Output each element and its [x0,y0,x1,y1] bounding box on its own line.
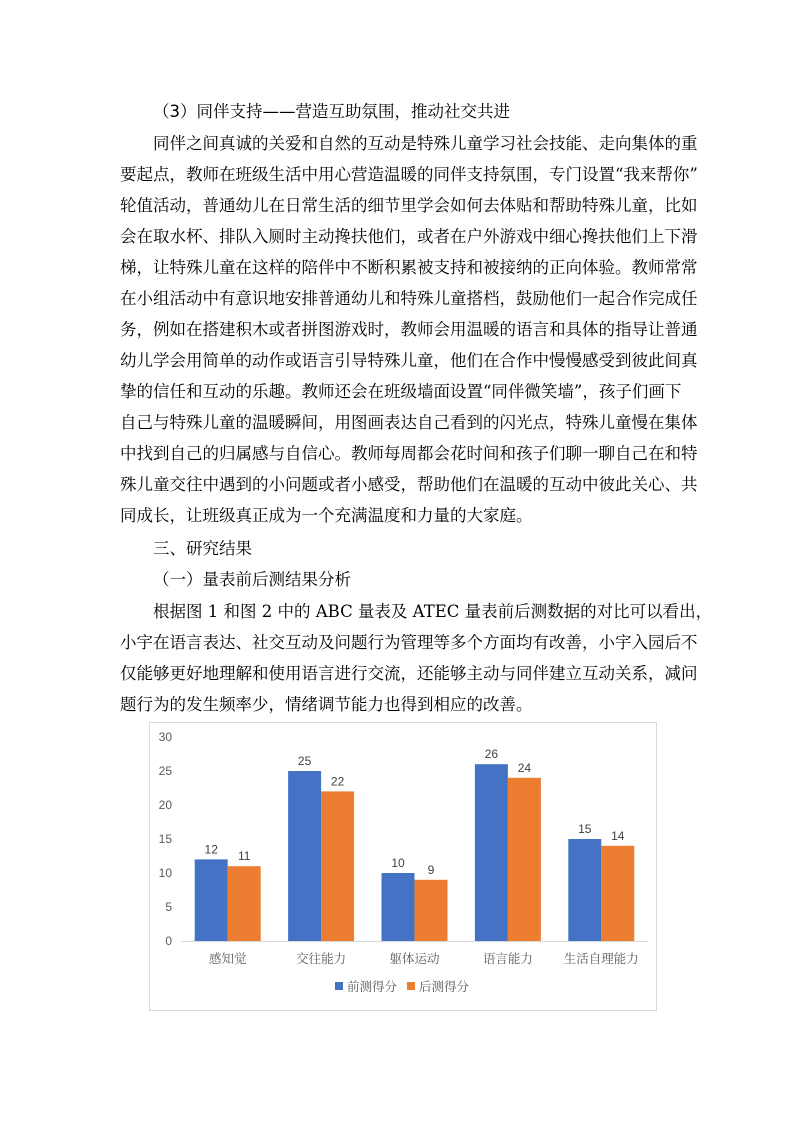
x-category-label: 感知觉 [208,952,247,966]
bar-post [601,846,634,941]
paragraph-line: 会在取水杯、排队入厕时主动搀扶他们，或者在户外游戏中细心搀扶他们上下滑 [120,227,698,246]
y-tick-label: 20 [158,798,172,812]
bar-post [508,778,541,941]
paragraph-line: 梯，让特殊儿童在这样的陪伴中不断积累被支持和被接纳的正向体验。教师常常 [120,258,698,277]
x-category-label: 躯体运动 [389,952,440,966]
bar-pre [382,873,415,941]
paragraph-line: 仅能够更好地理解和使用语言进行交流，还能够主动与同伴建立互动关系，减问 [120,664,698,683]
paragraph-line: 轮值活动，普通幼儿在日常生活的细节里学会如何去体贴和帮助特殊儿童，比如 [120,196,698,215]
y-tick-label: 15 [158,832,172,846]
bar-pre [568,839,601,941]
paragraph-line: 小宇在语言表达、社交互动及问题行为管理等多个方面均有改善，小宇入园后不 [120,633,698,652]
chart-svg [150,723,656,1010]
bar-pre [288,771,321,941]
legend-label: 后测得分 [419,980,470,994]
data-label: 14 [611,828,625,843]
bar-post [415,880,448,941]
data-label: 25 [297,754,312,768]
data-label: 26 [484,747,499,762]
x-category-label: 交往能力 [296,952,347,966]
data-label: 24 [517,760,532,775]
paragraph-line: 自己与特殊儿童的温暖瞬间，用图画表达自己看到的闪光点，特殊儿童慢在集体 [120,413,698,432]
paragraph-line: 务，例如在搭建积木或者拼图游戏时，教师会用温暖的语言和具体的指导让普通 [120,320,698,339]
y-tick-label: 5 [165,900,172,914]
section3-title: （3）同伴支持——营造互助氛围，推动社交共进 [153,102,510,121]
y-tick-label: 25 [158,764,172,778]
bar-chart [149,722,657,1011]
bar-post [321,791,354,941]
bar-post [228,866,261,941]
legend-label: 前测得分 [347,980,398,994]
paragraph-line: 根据图 1 和图 2 中的 ABC 量表及 ATEC 量表前后测数据的对比可以看出， [153,602,713,621]
paragraph-line: 殊儿童交往中遇到的小问题或者小感受，帮助他们在温暖的互动中彼此关心、共 [120,475,698,494]
y-tick-label: 30 [158,730,172,744]
legend-swatch-post [407,982,415,990]
section-results-title: 三、研究结果 [153,539,252,558]
data-label: 22 [330,774,345,789]
data-label: 9 [427,862,435,877]
data-label: 10 [391,856,405,870]
x-category-label: 语言能力 [482,952,533,966]
data-label: 12 [204,842,218,857]
paragraph-line: 要起点，教师在班级生活中用心营造温暖的同伴支持氛围，专门设置“我来帮你” [120,165,698,184]
x-category-label: 生活自理能力 [563,952,639,966]
paragraph-line: 题行为的发生频率少，情绪调节能力也得到相应的改善。 [120,695,533,714]
paragraph-line: 挚的信任和互动的乐趣。教师还会在班级墙面设置“同伴微笑墙”，孩子们画下 [120,382,682,401]
paragraph-line: 同伴之间真诚的关爱和自然的互动是特殊儿童学习社会技能、走向集体的重 [153,134,698,153]
paragraph-line: 中找到自己的归属感与自信心。教师每周都会花时间和孩子们聊一聊自己在和特 [120,444,698,463]
paragraph-line: 同成长，让班级真正成为一个充满温度和力量的大家庭。 [120,506,533,525]
y-tick-label: 0 [165,934,172,948]
bar-pre [195,859,228,941]
data-label: 11 [237,849,251,864]
legend-swatch-pre [335,982,343,990]
paragraph-line: 幼儿学会用简单的动作或语言引导特殊儿童，他们在合作中慢慢感受到彼此间真 [120,351,698,370]
data-label: 15 [578,822,592,836]
y-tick-label: 10 [158,866,172,880]
subsection-title: （一）量表前后测结果分析 [153,570,351,589]
paragraph-line: 在小组活动中有意识地安排普通幼儿和特殊儿童搭档，鼓励他们一起合作完成任 [120,289,698,308]
bar-pre [475,764,508,941]
